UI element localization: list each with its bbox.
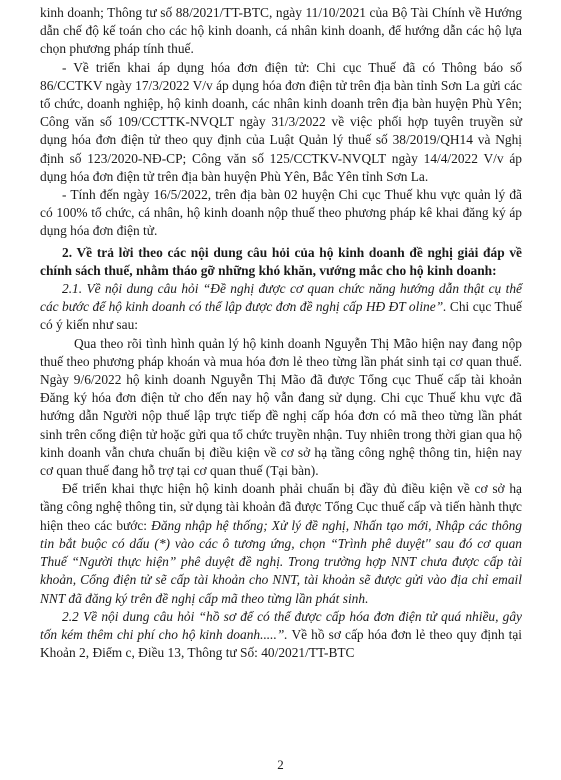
question-2-1-lead: Chi cục Thuế có ý kiến như sau: (40, 299, 523, 333)
steps-list: Đăng nhập hệ thống; Xử lý đề nghị, Nhấn tạo mới, Nhập các thông tin bắt buộc có dấu (*) vào các ô tương ứng, chọn “Trình phê duyệt'' sau đó cơ quan Thuế “Người thực hiện” phê duyệt đề nghị. Trong trường hợp NNT chưa được cấp tài khoản, Cổng điện tử sẽ cấp tài khoản cho NNT, tài khoản sẽ được gửi vào địa chỉ email NNT đã đăng ký trên đề nghị cấp mã theo từng lần phát sinh. (40, 517, 522, 606)
question-2-2-lead: Về hồ sơ cấp hóa đơn lẻ theo quy định tại Khoản 2, Điểm c, Điều 13, Thông tư Số: 40/2021/TT-BTC (40, 626, 522, 661)
paragraph-einvoice-statistics: - Tính đến ngày 16/5/2022, trên địa bàn 02 huyện Chi cục Thuế khu vực quản lý đã có 100% tổ chức, cá nhân, hộ kinh doanh nộp thuế theo phương pháp kê khai đăng ký áp dụng hóa đơn điện tử. (40, 187, 522, 239)
paragraph-einvoice-deployment: - Về triển khai áp dụng hóa đơn điện tử: Chi cục Thuế đã có Thông báo số 86/CCTKV ngày 17/3/2022 V/v áp dụng hóa đơn điện tử trên địa bàn tỉnh Sơn La gửi các tổ chức, doanh nghiệp, hộ kinh doanh, các nhân kinh doanh trên địa bàn huyện Phù Yên; Công văn số 109/CCTTK-NVQLT ngày 31/3/2022 về việc phối hợp tuyên truyền sử dụng hóa đơn điện tử theo quy định của Luật Quản lý thuế số 38/2019/QH14 và Nghị định số 123/2020-NĐ-CP; Công văn số 125/CCTKV-NVQLT ngày 14/4/2022 V/v áp dụng hóa đơn điện tử trên địa bàn huyện Phù Yên, Bắc Yên tỉnh Sơn La. (40, 59, 522, 184)
paragraph-question-2-1 (40, 280, 522, 335)
paragraph-question-2-2 (40, 608, 522, 663)
document-body (40, 4, 522, 662)
section-heading-2: 2. Về trả lời theo các nội dung câu hỏi của hộ kinh doanh đề nghị giải đáp về chính sách thuế, nhằm tháo gỡ những khó khăn, vướng mắc cho hộ kinh doanh: (40, 244, 522, 278)
steps-intro: Để triển khai thực hiện hộ kinh doanh phải chuẩn bị đầy đủ điều kiện về cơ sở hạ tầng công nghệ thông tin, sử dụng tài khoản đã được Tổng Cục thuế cấp và tiến hành thực hiện theo các bước: (40, 481, 522, 533)
paragraph: kinh doanh; Thông tư số 88/2021/TT-BTC, ngày 11/10/2021 của Bộ Tài Chính về Hướng dẫn chế độ kế toán cho các hộ kinh doanh, cá nhân kinh doanh, để hướng dẫn các hộ lựa chọn phương pháp tính thuế. (40, 5, 522, 57)
paragraph-steps (40, 480, 522, 607)
question-2-2-text: 2.2 Về nội dung câu hỏi “hồ sơ để có thể được cấp hóa đơn điện tử quá nhiều, gây tốn kém thêm chi phí cho hộ kinh doanh.....”. (40, 608, 522, 642)
paragraph-answer-2-1: Qua theo rõi tình hình quản lý hộ kinh doanh Nguyễn Thị Mão hiện nay đang nộp thuế theo phương pháp khoán và mua hóa đơn lẻ theo từng lần phát sinh tại cơ quan thuế. Ngày 9/6/2022 hộ kinh doanh Nguyễn Thị Mão đã được Tổng cục Thuế cấp tài khoản Đăng ký hóa đơn điện tử cho đến nay hộ vẫn đang sử dụng. Chi cục Thuế khu vực đã hướng dẫn Người nộp thuế lập trực tiếp đề nghị cấp hóa đơn có mã theo từng lần phát sinh trên cổng điện tử hoặc gửi qua tổ chức truyền nhận. Tuy nhiên trong thời gian qua hộ kinh doanh vẫn chưa chuẩn bị điều kiện về cơ sở hạ tầng công nghệ thông tin, hiện nay cơ quan thuế đang hỗ trợ tại cơ quan thuế (Tại bàn). (40, 335, 522, 479)
question-2-1-text: 2.1. Về nội dung câu hỏi “Đề nghị được cơ quan chức năng hướng dẫn thật cụ thể các bước để hộ kinh doanh có thể lập được đơn đề nghị cấp HĐ ĐT oline”. (40, 281, 522, 315)
page-number: 2 (277, 757, 284, 772)
